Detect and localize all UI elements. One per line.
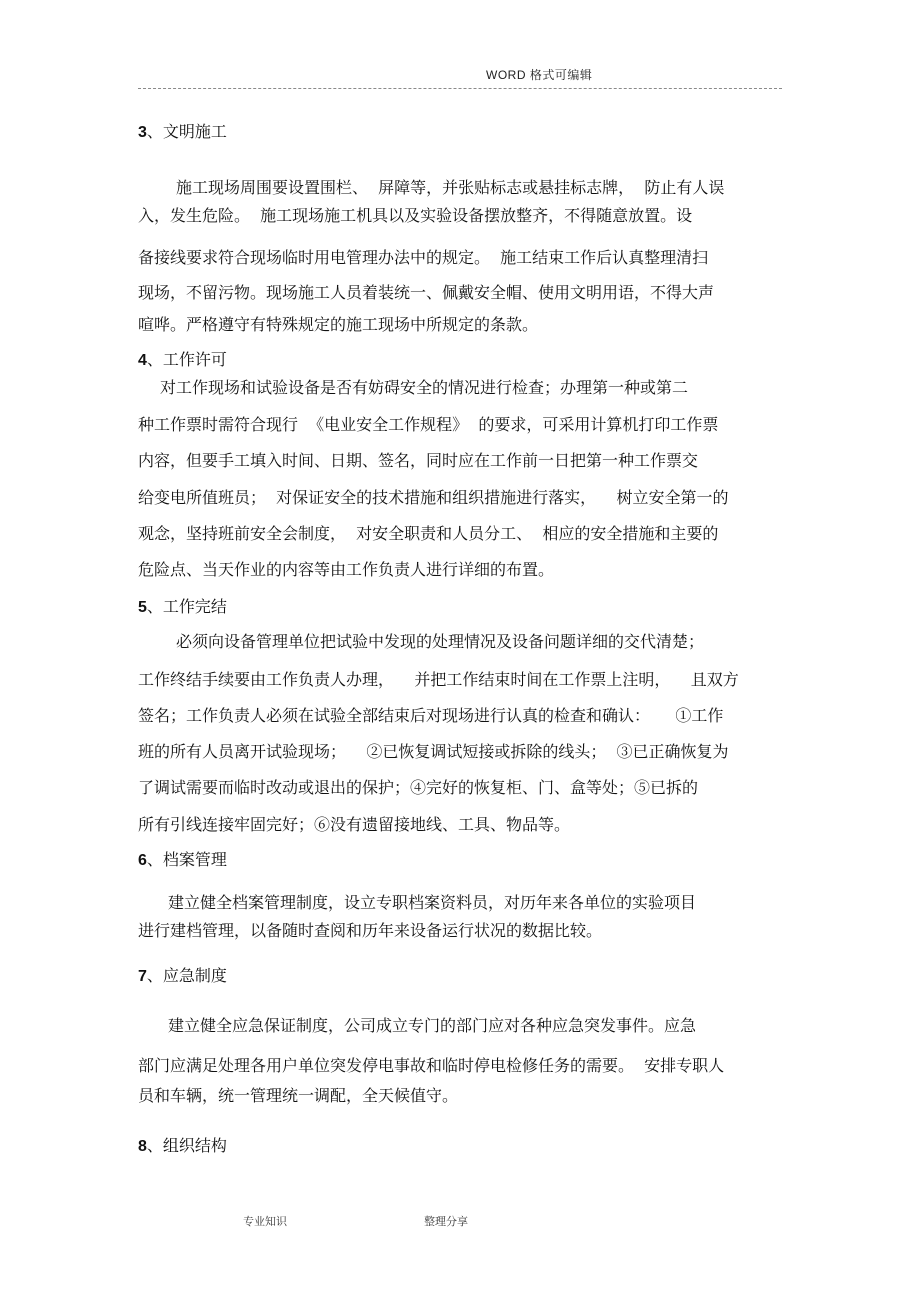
paragraph-line: 了调试需要而临时改动或退出的保护；④完好的恢复柜、门、盒等处；⑤已拆的 — [138, 778, 699, 797]
section-title: 、工作完结 — [146, 597, 227, 616]
paragraph-line: 种工作票时需符合现行 《电业安全工作规程》 的要求，可采用计算机打印工作票 — [138, 415, 719, 434]
section-heading-7 — [138, 966, 227, 987]
section-heading-8 — [138, 1136, 227, 1157]
paragraph-line: 必须向设备管理单位把试验中发现的处理情况及设备问题详细的交代清楚； — [176, 632, 705, 651]
paragraph-line: 签名；工作负责人必须在试验全部结束后对现场进行认真的检查和确认： ①工作 — [138, 706, 724, 725]
section-number: 6 — [138, 852, 147, 869]
section-number: 3 — [138, 124, 147, 141]
paragraph-line: 建立健全应急保证制度，公司成立专门的部门应对各种应急突发事件。应急 — [168, 1016, 697, 1035]
section-number: 8 — [138, 1138, 147, 1155]
section-heading-4 — [138, 350, 227, 371]
paragraph-line: 给变电所值班员； 对保证安全的技术措施和组织措施进行落实， 树立安全第一的 — [138, 488, 729, 507]
paragraph-line: 建立健全档案管理制度，设立专职档案资料员，对历年来各单位的实验项目 — [168, 893, 697, 912]
paragraph-line: 施工现场周围要设置围栏、 屏障等，并张贴标志或悬挂标志牌， 防止有人误 — [176, 178, 725, 197]
paragraph-line: 进行建档管理，以备随时查阅和历年来设备运行状况的数据比较。 — [138, 921, 603, 940]
section-heading-3 — [138, 122, 227, 143]
section-heading-5 — [138, 597, 227, 618]
footer-right-text: 整理分享 — [424, 1215, 468, 1228]
page-header-text: WORD 格式可编辑 — [486, 68, 593, 82]
paragraph-line: 工作终结手续要由工作负责人办理， 并把工作结束时间在工作票上注明， 且双方 — [138, 670, 739, 689]
section-number: 5 — [138, 599, 147, 616]
paragraph-line: 现场，不留污物。现场施工人员着装统一、佩戴安全帽、使用文明用语，不得大声 — [138, 283, 715, 302]
section-title: 、组织结构 — [146, 1136, 227, 1155]
header-divider — [138, 88, 782, 89]
paragraph-line: 班的所有人员离开试验现场； ②已恢复调试短接或拆除的线头； ③已正确恢复为 — [138, 742, 729, 761]
paragraph-line: 内容，但要手工填入时间、日期、签名，同时应在工作前一日把第一种工作票交 — [138, 451, 699, 470]
paragraph-line: 危险点、当天作业的内容等由工作负责人进行详细的布置。 — [138, 560, 555, 579]
paragraph-line: 所有引线连接牢固完好；⑥没有遗留接地线、工具、物品等。 — [138, 815, 571, 834]
section-number: 7 — [138, 968, 147, 985]
section-title: 、工作许可 — [146, 350, 227, 369]
section-number: 4 — [138, 352, 147, 369]
paragraph-line: 员和车辆，统一管理统一调配，全天候值守。 — [138, 1086, 459, 1105]
footer-left-text: 专业知识 — [243, 1215, 287, 1228]
paragraph-line: 对工作现场和试验设备是否有妨碍安全的情况进行检查；办理第一种或第二 — [160, 378, 689, 397]
paragraph-line: 备接线要求符合现场临时用电管理办法中的规定。 施工结束工作后认真整理清扫 — [138, 248, 709, 267]
paragraph-line: 喧哗。严格遵守有特殊规定的施工现场中所规定的条款。 — [138, 315, 539, 334]
paragraph-line: 入，发生危险。 施工现场施工机具以及实验设备摆放整齐，不得随意放置。设 — [138, 206, 693, 225]
paragraph-line: 观念，坚持班前安全会制度， 对安全职责和人员分工、 相应的安全措施和主要的 — [138, 524, 719, 543]
section-title: 、档案管理 — [146, 850, 227, 869]
section-heading-6 — [138, 850, 227, 871]
section-title: 、文明施工 — [146, 122, 227, 141]
section-title: 、应急制度 — [146, 966, 227, 985]
paragraph-line: 部门应满足处理各用户单位突发停电事故和临时停电检修任务的需要。 安排专职人 — [138, 1056, 725, 1075]
